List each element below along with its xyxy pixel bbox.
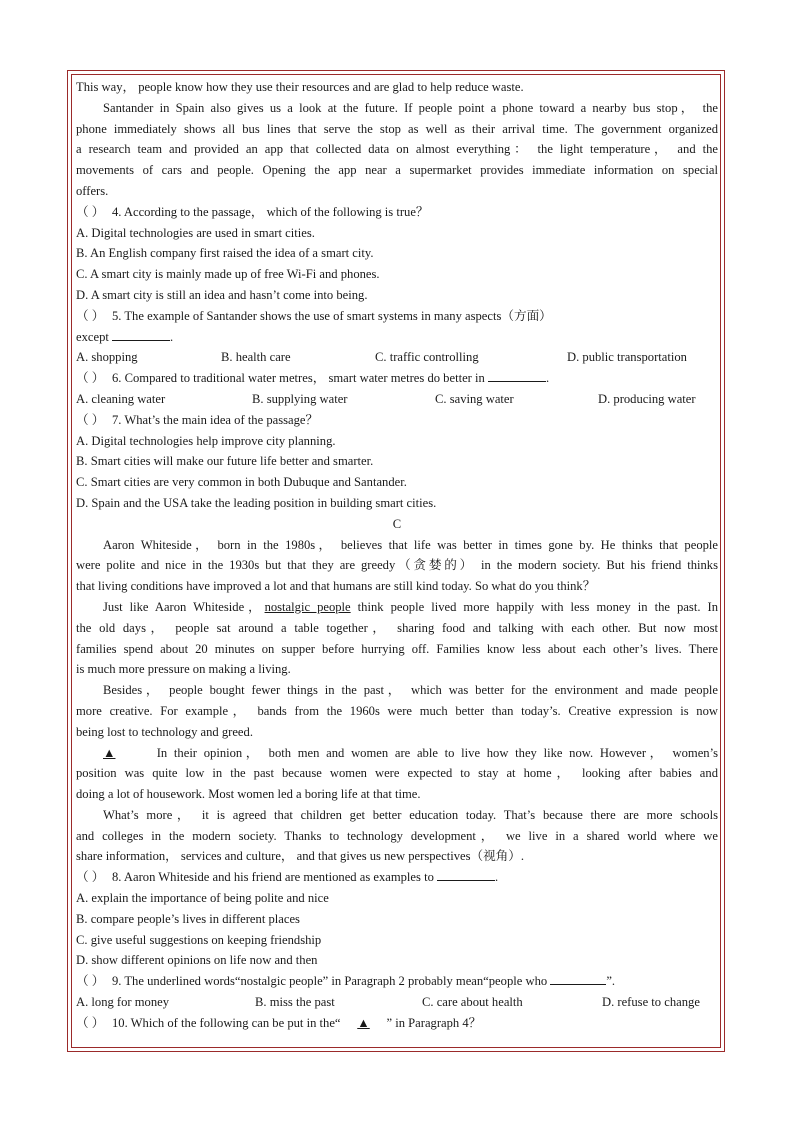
q6-option-d: D. producing water xyxy=(598,391,696,406)
answer-parentheses[interactable]: （ ） xyxy=(76,308,105,323)
question-6-stem: （ ） 6. Compared to traditional water metres， smart water metres do better in . xyxy=(76,368,718,389)
q9-option-c: C. care about health xyxy=(422,995,523,1010)
passage-c-line: that living conditions have improved a lot and that humans are still kind today. So what do you think？ xyxy=(76,579,596,594)
q4-option-b: B. An English company first raised the idea of a smart city. xyxy=(76,246,374,261)
answer-blank[interactable] xyxy=(437,867,495,881)
q6-options xyxy=(76,389,718,410)
passage-c-line: Just like Aaron Whiteside，nostalgic people think people lived more happily with less money in the past. In xyxy=(103,599,718,614)
q7-option-d: D. Spain and the USA take the leading position in building smart cities. xyxy=(76,495,437,510)
passage-c-line: ▲ In their opinion， both men and women are able to live how they like now. However， women’s xyxy=(76,743,718,764)
q8-option-a: A. explain the importance of being polite and nice xyxy=(76,891,329,906)
passage-heading: C xyxy=(392,516,402,531)
answer-blank[interactable] xyxy=(112,327,170,341)
q7-option-b: B. Smart cities will make our future life better and smarter. xyxy=(76,454,374,469)
q8-option-c: C. give useful suggestions on keeping friendship xyxy=(76,932,322,947)
q4-option-c: C. A smart city is mainly made up of free Wi-Fi and phones. xyxy=(76,267,380,282)
question-4-stem: （ ） 4. According to the passage， which of the following is true？ xyxy=(76,202,718,223)
q9-option-d: D. refuse to change xyxy=(602,995,700,1010)
q6-option-a: A. cleaning water xyxy=(76,391,166,406)
passage-c-line: families spend about 20 minutes on supper before hurrying off. Families know less about each other’s lives. There xyxy=(76,641,718,656)
passage-c-line: is much more pressure on making a living. xyxy=(76,662,291,677)
passage-b-line: phone immediately shows all bus lines that serve the stop as well as their arrival time. The government organized xyxy=(76,121,718,136)
passage-c-line: Aaron Whiteside， born in the 1980s， believes that life was better in times gone by. He thinks that people xyxy=(103,537,718,552)
passage-b-line: offers. xyxy=(76,183,109,198)
question-8-stem: （ ） 8. Aaron Whiteside and his friend are mentioned as examples to . xyxy=(76,867,718,888)
q4-option-d: D. A smart city is still an idea and hasn’t come into being. xyxy=(76,287,368,302)
question-5-stem-cont: except . xyxy=(76,327,718,348)
underlined-phrase: nostalgic people xyxy=(264,599,351,614)
exam-content xyxy=(76,77,718,1034)
q9-option-a: A. long for money xyxy=(76,995,170,1010)
passage-b-line: a research team and provided an app that collected data on almost everything： the light temperature， and the xyxy=(76,142,718,157)
q5-option-c: C. traffic controlling xyxy=(375,350,479,365)
q7-option-c: C. Smart cities are very common in both Dubuque and Santander. xyxy=(76,475,407,490)
passage-c-line: more creative. For example， bands from the 1960s were much better than today’s. Creative expression is now xyxy=(76,703,718,718)
q5-option-a: A. shopping xyxy=(76,350,138,365)
q6-option-b: B. supplying water xyxy=(252,391,348,406)
passage-c-line: doing a lot of housework. Most women led a boring life at that time. xyxy=(76,787,421,802)
question-9-stem: （ ） 9. The underlined words“nostalgic people” in Paragraph 2 probably mean“people who ”. xyxy=(76,971,718,992)
answer-parentheses[interactable]: （ ） xyxy=(76,1015,105,1030)
answer-parentheses[interactable]: （ ） xyxy=(76,412,105,427)
q5-options xyxy=(76,347,718,368)
q6-option-c: C. saving water xyxy=(435,391,514,406)
q8-option-d: D. show different opinions on life now and then xyxy=(76,953,318,968)
passage-c-line: share information， services and culture， and that gives us new perspectives（视角）. xyxy=(76,849,525,864)
q9-option-b: B. miss the past xyxy=(255,995,335,1010)
q8-option-b: B. compare people’s lives in different places xyxy=(76,911,300,926)
question-5-stem: （ ） 5. The example of Santander shows the use of smart systems in many aspects（方面） xyxy=(76,306,718,327)
passage-c-line: were polite and nice in the 1930s but that they are greedy（贪婪的） in the modern society. But his friend thinks xyxy=(76,558,718,573)
paragraph-4-blank: ▲ xyxy=(103,745,116,760)
q9-options xyxy=(76,992,718,1013)
answer-blank[interactable] xyxy=(550,971,606,985)
passage-c-line: the old days， people sat around a table together， sharing food and talking with each other. But now most xyxy=(76,620,718,635)
passage-b-line: Santander in Spain also gives us a look at the future. If people point a phone toward a nearby bus stop， the xyxy=(103,100,718,115)
answer-parentheses[interactable]: （ ） xyxy=(76,204,105,219)
passage-b-line: movements of cars and people. Opening the app near a supermarket provides immediate information on special xyxy=(76,163,718,178)
passage-c-line: What’s more， it is agreed that children get better education today. That’s because there are more schools xyxy=(103,807,718,822)
passage-c-line: and colleges in the modern society. Thanks to technology development， we live in a shared world where we xyxy=(76,828,718,843)
passage-c-line: Besides， people bought fewer things in the past， which was better for the environment and made people xyxy=(103,683,718,698)
answer-parentheses[interactable]: （ ） xyxy=(76,870,105,885)
paragraph-4-blank-ref: ▲ xyxy=(357,1015,370,1030)
passage-b-line: This way， people know how they use their resources and are glad to help reduce waste. xyxy=(76,80,524,94)
q4-option-a: A. Digital technologies are used in smart cities. xyxy=(76,225,315,240)
answer-blank[interactable] xyxy=(488,368,546,382)
q7-option-a: A. Digital technologies help improve city planning. xyxy=(76,433,336,448)
answer-parentheses[interactable]: （ ） xyxy=(76,371,105,386)
q5-option-d: D. public transportation xyxy=(567,350,687,365)
passage-c-line: position was quite low in the past because women were expected to stay at home， looking after babies and xyxy=(76,766,718,781)
question-7-stem: （ ） 7. What’s the main idea of the passage？ xyxy=(76,410,718,431)
answer-parentheses[interactable]: （ ） xyxy=(76,974,105,989)
q5-option-b: B. health care xyxy=(221,350,291,365)
passage-c-line: being lost to technology and greed. xyxy=(76,724,253,739)
question-10-stem: （ ） 10. Which of the following can be put in the“ ▲ ” in Paragraph 4？ xyxy=(76,1013,718,1034)
